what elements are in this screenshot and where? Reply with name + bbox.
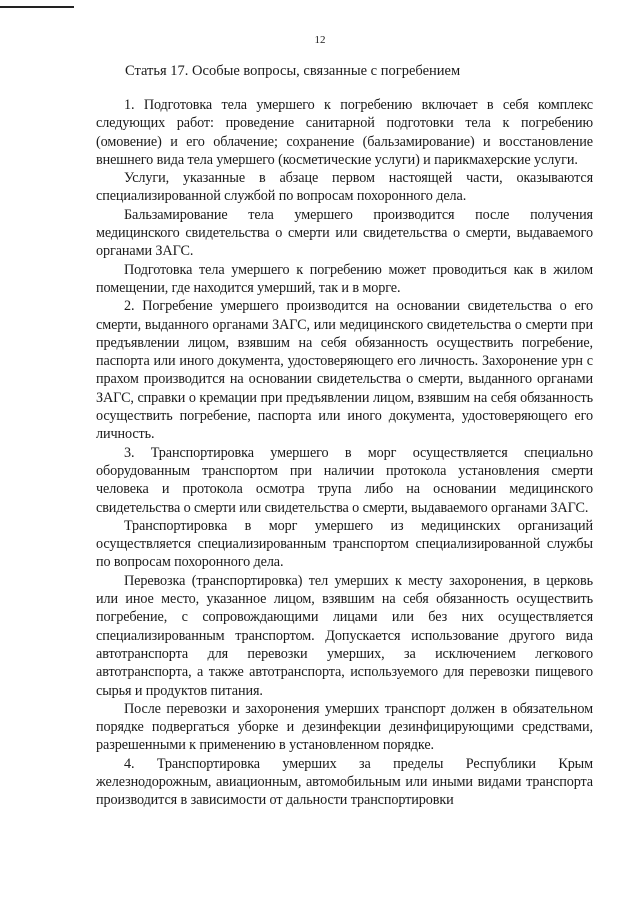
paragraph-1: 1. Подготовка тела умершего к погребению включает в себя комплекс следующих работ: проведение санитарной подготовки тела к погребению (омовение) и его облачение; сохранение (бальзамирование) и восстановление внешнего вида тела умершего (косметические услуги) и парикмахерские услуги. — [96, 97, 593, 168]
paragraph-8: Перевозка (транспортировка) тел умерших к месту захоронения, в церковь или иное место, указанное лицом, взявшим на себя обязанность осуществить погребение, с сопровождающими лицами или без них осуществляется специализированным транспортом. Допускается использование другого вида автотранспорта для перевозки умерших, за исключением легкового автотранспорта, а также автотранспорта, используемого для перевозки пищевого сырья и продуктов питания. — [96, 572, 593, 699]
paragraph-10: 4. Транспортировка умерших за пределы Республики Крым железнодорожным, авиационным, автомобильным или иными видами транспорта производится в зависимости от дальности транспортировки — [96, 755, 593, 809]
paragraph-7: Транспортировка в морг умершего из медицинских организаций осуществляется специализированным транспортом специализированной службы по вопросам похоронного дела. — [96, 517, 593, 571]
paragraph-9: После перевозки и захоронения умерших транспорт должен в обязательном порядке подвергаться уборке и дезинфекции дезинфицирующими средствами, разрешенными к применению в установленном порядке. — [96, 700, 593, 754]
paragraph-2: Услуги, указанные в абзаце первом настоящей части, оказываются специализированной службой по вопросам похоронного дела. — [96, 170, 593, 205]
paragraph-5: 2. Погребение умершего производится на основании свидетельства о его смерти, выданного органами ЗАГС, или медицинского свидетельства о смерти при предъявлении лицом, взявшим на себя обязанность осуществить погребение, паспорта или иного документа, удостоверяющего его личность. Захоронение урн с прахом производится на основании свидетельства о смерти, выданного органами ЗАГС, справки о кремации при предъявлении лицом, взявшим на себя обязанность осуществить погребение, паспорта или иного документа, удостоверяющего его личность. — [96, 298, 593, 443]
page-number: 12 — [314, 34, 326, 46]
document-body — [96, 96, 593, 810]
paragraph-3: Бальзамирование тела умершего производится после получения медицинского свидетельства о смерти или свидетельства о смерти, выдаваемого органами ЗАГС. — [96, 206, 593, 260]
article-title: Статья 17. Особые вопросы, связанные с погребением — [125, 63, 461, 79]
paragraph-4: Подготовка тела умершего к погребению может проводиться как в жилом помещении, где находится умерший, так и в морге. — [96, 261, 593, 296]
paragraph-6: 3. Транспортировка умершего в морг осуществляется специально оборудованным транспортом при наличии протокола установления смерти человека и протокола осмотра трупа либо на основании медицинского свидетельства о смерти или свидетельства о смерти, выдаваемого органами ЗАГС. — [96, 444, 593, 516]
top-rule — [0, 6, 74, 8]
